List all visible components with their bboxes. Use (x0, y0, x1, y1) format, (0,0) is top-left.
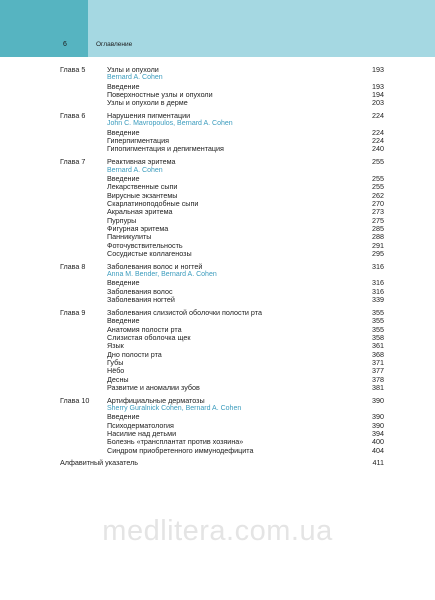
section-page: 355 (372, 324, 384, 334)
section-page: 404 (372, 445, 384, 455)
section-page: 400 (372, 437, 384, 447)
section-title: Акральная эритема (107, 208, 173, 217)
section-page: 240 (372, 144, 384, 154)
chapter-authors: Bernard A. Cohen (107, 74, 163, 82)
section-row[interactable] (60, 91, 384, 99)
section-title: Слизистая оболочка щек (107, 333, 191, 342)
section-row[interactable] (60, 250, 384, 258)
section-title: Язык (107, 342, 124, 351)
section-page: 255 (372, 182, 384, 192)
section-page: 255 (372, 173, 384, 183)
section-page: 390 (372, 420, 384, 430)
section-title: Поверхностные узлы и опухоли (107, 91, 213, 100)
chapter-block (60, 112, 384, 154)
chapter-row[interactable] (60, 158, 384, 166)
section-row[interactable] (60, 351, 384, 359)
section-page: 316 (372, 286, 384, 296)
section-page: 339 (372, 295, 384, 305)
section-title: Синдром приобретенного иммунодефицита (107, 446, 254, 455)
section-page: 394 (372, 429, 384, 439)
chapter-title: Артифициальные дерматозы (107, 396, 205, 405)
section-row[interactable] (60, 225, 384, 233)
section-title: Нёбо (107, 367, 125, 376)
section-title: Развитие и аномалии зубов (107, 383, 200, 392)
section-row[interactable] (60, 175, 384, 183)
section-page: 224 (372, 127, 384, 137)
section-row[interactable] (60, 208, 384, 216)
chapter-page: 390 (372, 395, 384, 405)
section-row[interactable] (60, 99, 384, 107)
chapter-title: Узлы и опухоли (107, 66, 159, 74)
section-title: Губы (107, 358, 124, 367)
chapter-authors: Sherry Guralnick Cohen, Bernard A. Cohen (107, 405, 242, 413)
section-row[interactable] (60, 242, 384, 250)
section-title: Лекарственные сыпи (107, 183, 178, 192)
chapter-block (60, 158, 384, 258)
section-row[interactable] (60, 288, 384, 296)
section-row[interactable] (60, 192, 384, 200)
section-page: 361 (372, 341, 384, 351)
section-title: Введение (107, 128, 140, 137)
section-title: Гиперпигментация (107, 137, 170, 146)
chapter-authors: Bernard A. Cohen (107, 166, 163, 174)
section-row[interactable] (60, 317, 384, 325)
section-page: 358 (372, 332, 384, 342)
section-page: 193 (372, 81, 384, 91)
section-title: Введение (107, 279, 140, 288)
section-page: 371 (372, 357, 384, 367)
section-row[interactable] (60, 438, 384, 446)
chapter-block (60, 309, 384, 392)
section-row[interactable] (60, 200, 384, 208)
chapter-block (60, 263, 384, 305)
section-title: Вирусные экзантемы (107, 191, 178, 200)
section-page: 270 (372, 198, 384, 208)
chapter-block (60, 66, 384, 108)
section-row[interactable] (60, 137, 384, 145)
chapter-page: 193 (372, 65, 384, 74)
section-row[interactable] (60, 422, 384, 430)
table-of-contents (60, 66, 384, 468)
section-title: Десны (107, 375, 129, 384)
section-page: 368 (372, 349, 384, 359)
section-page: 273 (372, 207, 384, 217)
watermark: medlitera.com.ua (102, 515, 333, 547)
section-row[interactable] (60, 183, 384, 191)
chapter-label: Глава 9 (60, 307, 86, 317)
section-row[interactable] (60, 359, 384, 367)
section-row[interactable] (60, 296, 384, 304)
chapter-title: Заболевания слизистой оболочки полости рта (107, 308, 262, 317)
section-page: 224 (372, 136, 384, 146)
chapter-row[interactable] (60, 309, 384, 317)
chapter-page: 355 (372, 307, 384, 317)
section-title: Заболевания ногтей (107, 296, 175, 305)
page-number: 6 (63, 41, 67, 48)
section-page: 288 (372, 232, 384, 242)
chapter-authors: Anna M. Bender, Bernard A. Cohen (107, 271, 217, 279)
chapter-row[interactable] (60, 263, 384, 271)
section-row[interactable] (60, 430, 384, 438)
chapter-label: Глава 6 (60, 111, 86, 121)
header-title: Оглавление (96, 41, 133, 48)
section-title: Узлы и опухоли в дерме (107, 99, 188, 108)
index-row[interactable] (60, 459, 384, 467)
section-page: 291 (372, 240, 384, 250)
section-page: 194 (372, 90, 384, 100)
header-accent-block (0, 0, 88, 57)
section-row[interactable] (60, 447, 384, 455)
section-page: 262 (372, 190, 384, 200)
section-page: 355 (372, 316, 384, 326)
section-title: Гипопигментация и депигментация (107, 145, 224, 154)
chapter-label: Глава 10 (60, 395, 90, 405)
section-row[interactable] (60, 83, 384, 91)
section-row[interactable] (60, 334, 384, 342)
section-row[interactable] (60, 326, 384, 334)
chapter-label: Глава 8 (60, 261, 86, 271)
section-title: Психодерматология (107, 421, 174, 430)
section-title: Введение (107, 82, 140, 91)
chapter-block (60, 397, 384, 455)
chapter-title: Нарушения пигментации (107, 112, 191, 121)
section-page: 203 (372, 98, 384, 108)
section-row[interactable] (60, 217, 384, 225)
section-row[interactable] (60, 413, 384, 421)
section-page: 390 (372, 412, 384, 422)
section-row[interactable] (60, 279, 384, 287)
section-title: Введение (107, 317, 140, 326)
section-title: Заболевания волос (107, 287, 173, 296)
chapter-page: 316 (372, 261, 384, 271)
chapter-row[interactable] (60, 66, 384, 74)
section-title: Пурпуры (107, 216, 137, 225)
chapter-label: Глава 5 (60, 65, 86, 74)
section-row[interactable] (60, 129, 384, 137)
section-page: 275 (372, 215, 384, 225)
section-title: Анатомия полости рта (107, 325, 182, 334)
section-title: Фоточувствительность (107, 241, 183, 250)
section-row[interactable] (60, 367, 384, 375)
section-title: Скарлатиноподобные сыпи (107, 199, 199, 208)
chapter-row[interactable] (60, 112, 384, 120)
section-page: 377 (372, 366, 384, 376)
section-title: Сосудистые коллагенозы (107, 250, 192, 258)
section-row[interactable] (60, 342, 384, 350)
section-title: Введение (107, 174, 140, 183)
chapter-page: 255 (372, 157, 384, 167)
header-band (88, 0, 435, 57)
section-title: Насилие над детьми (107, 430, 177, 439)
chapter-authors: John C. Mavropoulos, Bernard A. Cohen (107, 120, 233, 128)
chapter-title: Заболевания волос и ногтей (107, 262, 203, 271)
section-row[interactable] (60, 145, 384, 153)
section-page: 378 (372, 374, 384, 384)
section-row[interactable] (60, 376, 384, 384)
chapter-row[interactable] (60, 397, 384, 405)
section-page: 316 (372, 278, 384, 288)
chapter-title: Реактивная эритема (107, 158, 176, 167)
index-page: 411 (372, 458, 384, 468)
chapter-label: Глава 7 (60, 157, 86, 167)
section-title: Дно полости рта (107, 350, 162, 359)
section-row[interactable] (60, 384, 384, 392)
section-title: Болезнь «трансплантат против хозяина» (107, 438, 244, 447)
section-title: Панникулиты (107, 233, 152, 242)
section-title: Введение (107, 413, 140, 422)
section-page: 381 (372, 382, 384, 392)
section-page: 285 (372, 223, 384, 233)
chapter-page: 224 (372, 111, 384, 121)
section-title: Фигурная эритема (107, 224, 169, 233)
index-title: Алфавитный указатель (60, 459, 139, 468)
section-row[interactable] (60, 233, 384, 241)
section-page: 295 (372, 249, 384, 258)
